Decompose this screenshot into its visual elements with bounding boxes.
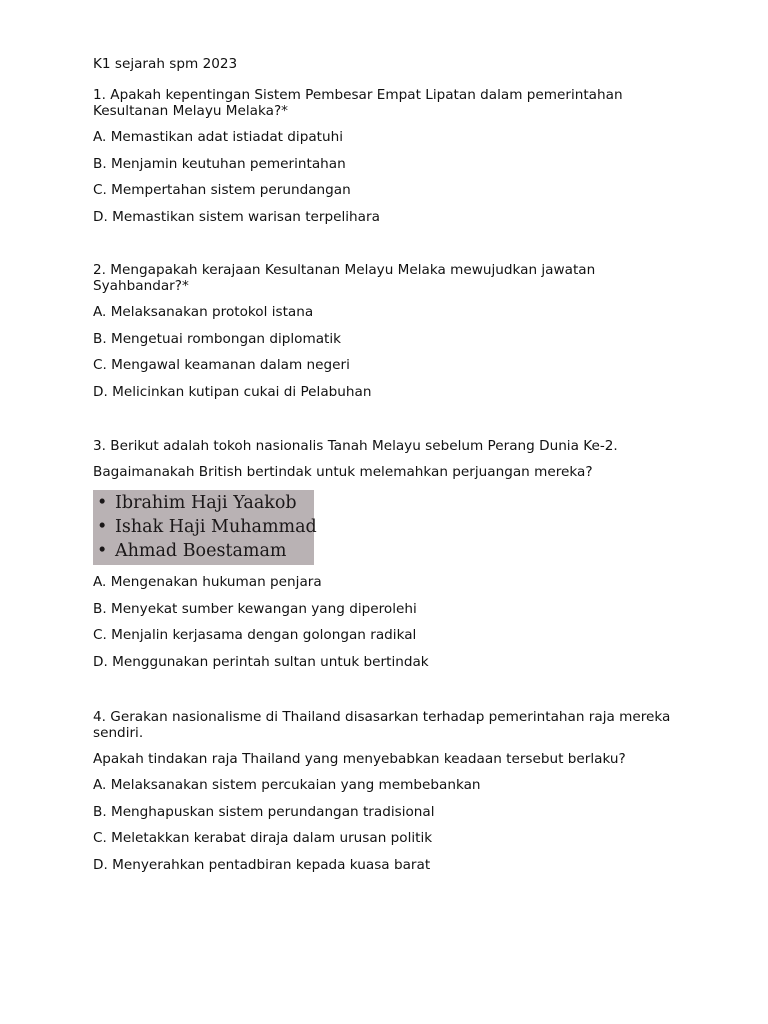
question-3-option-a: A. Mengenakan hukuman penjara	[93, 574, 322, 590]
figure-list-item	[97, 491, 314, 515]
figure-list-item	[97, 539, 314, 563]
question-4-option-a: A. Melaksanakan sistem percukaian yang membebankan	[93, 777, 481, 793]
question-1-option-b: B. Menjamin keutuhan pemerintahan	[93, 155, 346, 172]
question-4-option-b: B. Menghapuskan sistem perundangan tradisional	[93, 803, 435, 820]
bullet-icon: •	[97, 493, 108, 513]
question-4	[93, 709, 673, 883]
question-4-stem: 4. Gerakan nasionalisme di Thailand disasarkan terhadap pemerintahan raja mereka sendiri.	[93, 709, 671, 741]
document-title: K1 sejarah spm 2023	[93, 55, 238, 72]
question-1-option-a: A. Memastikan adat istiadat dipatuhi	[93, 129, 344, 145]
figure-name: Ibrahim Haji Yaakob	[115, 493, 297, 513]
question-3-option-c: C. Menjalin kerjasama dengan golongan radikal	[93, 627, 417, 643]
question-1-stem: 1. Apakah kepentingan Sistem Pembesar Empat Lipatan dalam pemerintahan Kesultanan Melayu Melaka?*	[93, 87, 623, 119]
question-1-option-c: C. Mempertahan sistem perundangan	[93, 182, 351, 198]
figure-name: Ishak Haji Muhammad	[115, 517, 317, 537]
question-3	[93, 438, 673, 680]
question-3-stem: 3. Berikut adalah tokoh nasionalis Tanah Melayu sebelum Perang Dunia Ke-2.	[93, 438, 618, 454]
question-2-option-d: D. Melicinkan kutipan cukai di Pelabuhan	[93, 383, 372, 400]
bullet-icon: •	[97, 517, 108, 537]
bullet-icon: •	[97, 541, 108, 561]
nationalist-figures-image	[93, 490, 317, 565]
figure-name: Ahmad Boestamam	[115, 541, 287, 561]
question-2-option-a: A. Melaksanakan protokol istana	[93, 304, 314, 320]
question-2-stem: 2. Mengapakah kerajaan Kesultanan Melayu Melaka mewujudkan jawatan Syahbandar?*	[93, 262, 596, 294]
question-1	[93, 87, 673, 235]
question-2	[93, 262, 673, 410]
question-4-sub-stem: Apakah tindakan raja Thailand yang menyebabkan keadaan tersebut berlaku?	[93, 751, 626, 767]
question-2-option-b: B. Mengetuai rombongan diplomatik	[93, 330, 342, 347]
question-3-option-b: B. Menyekat sumber kewangan yang diperolehi	[93, 600, 417, 617]
question-2-option-c: C. Mengawal keamanan dalam negeri	[93, 357, 350, 373]
question-4-option-d: D. Menyerahkan pentadbiran kepada kuasa barat	[93, 856, 431, 873]
figure-list-item	[97, 515, 317, 539]
question-3-option-d: D. Menggunakan perintah sultan untuk bertindak	[93, 653, 429, 670]
question-4-option-c: C. Meletakkan kerabat diraja dalam urusan politik	[93, 830, 433, 846]
question-3-sub-stem: Bagaimanakah British bertindak untuk melemahkan perjuangan mereka?	[93, 464, 593, 480]
question-1-option-d: D. Memastikan sistem warisan terpelihara	[93, 208, 380, 225]
